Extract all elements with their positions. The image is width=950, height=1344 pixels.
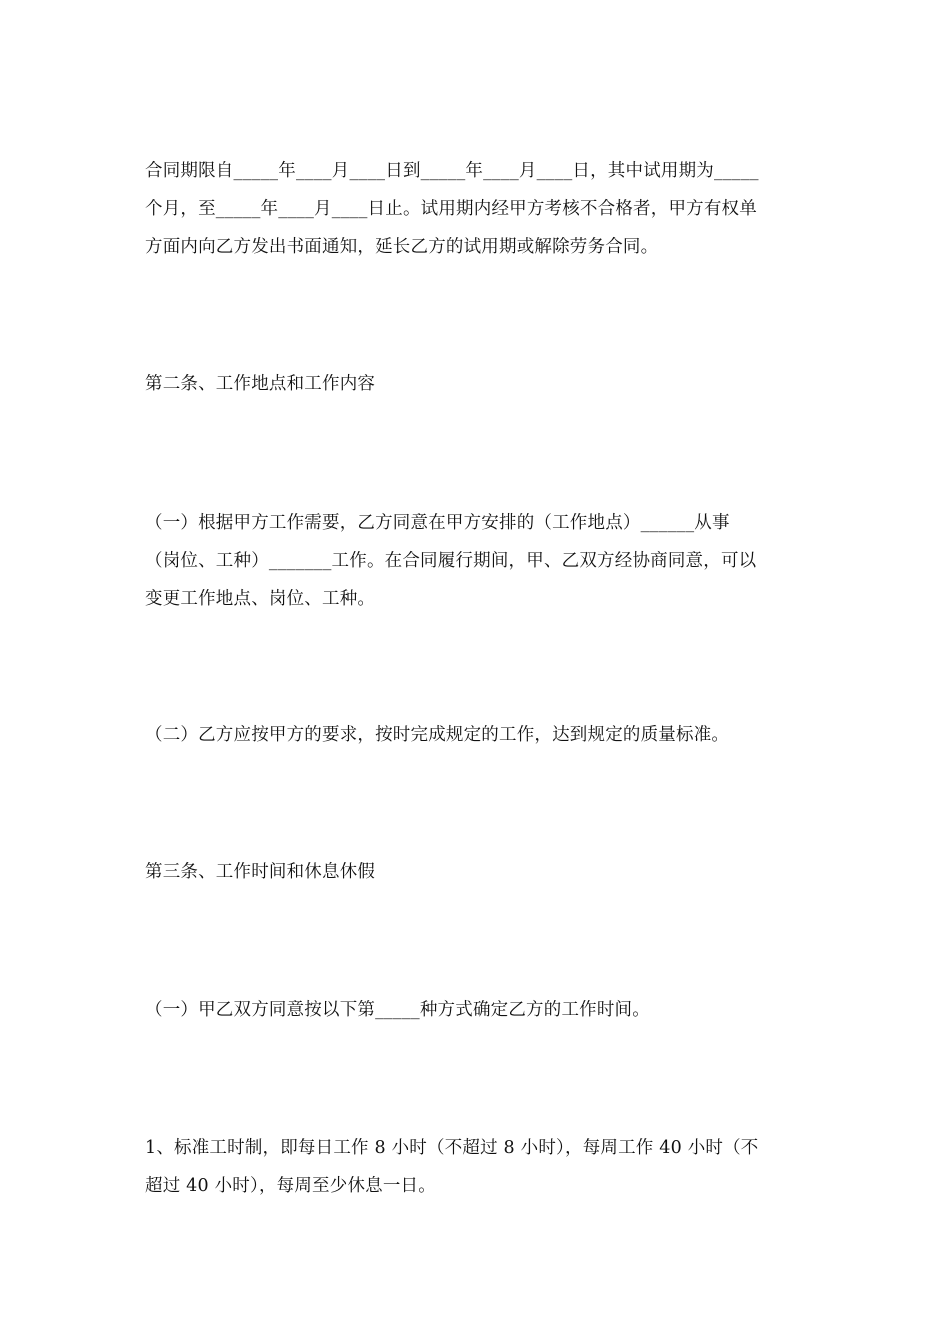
paragraph-line: （岗位、工种）_______工作。在合同履行期间，甲、乙双方经协商同意，可以	[145, 551, 757, 571]
article-2-clause-2-paragraph	[145, 716, 810, 754]
paragraph-line: （一）根据甲方工作需要，乙方同意在甲方安排的（工作地点）______从事	[145, 513, 730, 533]
paragraph-line: 个月，至_____年____月____日止。试用期内经甲方考核不合格者，甲方有权单	[145, 199, 757, 219]
article-3-clause-1-paragraph	[145, 991, 810, 1029]
article-2-heading	[145, 365, 810, 403]
article-2-clause-1-paragraph	[145, 504, 810, 618]
paragraph-line: 变更工作地点、岗位、工种。	[145, 589, 376, 609]
paragraph-line: 方面内向乙方发出书面通知，延长乙方的试用期或解除劳务合同。	[145, 237, 659, 257]
section-heading: 第二条、工作地点和工作内容	[145, 374, 376, 394]
contract-term-paragraph	[145, 152, 810, 266]
section-heading: 第三条、工作时间和休息休假	[145, 862, 376, 882]
paragraph-line: 1、标准工时制，即每日工作 8 小时（不超过 8 小时），每周工作 40 小时（不	[145, 1138, 759, 1158]
paragraph-line: 合同期限自_____年____月____日到_____年____月____日，其中试用期为_____	[145, 161, 759, 181]
paragraph-line: （二）乙方应按甲方的要求，按时完成规定的工作，达到规定的质量标准。	[145, 725, 730, 745]
article-3-heading	[145, 853, 810, 891]
paragraph-line: （一）甲乙双方同意按以下第_____种方式确定乙方的工作时间。	[145, 1000, 650, 1020]
article-3-item-1-paragraph	[145, 1129, 810, 1205]
paragraph-line: 超过 40 小时），每周至少休息一日。	[145, 1176, 436, 1196]
